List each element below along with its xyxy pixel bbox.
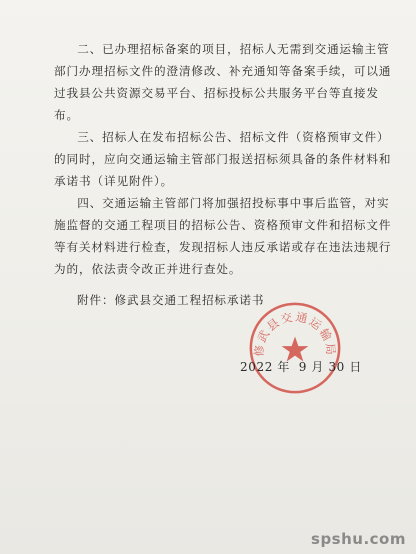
attachment-line: 附件：修武县交通工程招标承诺书: [77, 293, 265, 307]
paragraph-4: 四、交通运输主管部门将加强招投标事中事后监管，对实施监督的交通工程项目的招标公告、资格预审文件和招标文件等有关材料进行检查，发现招标人违反承诺或存在违法违规行为的，依法责令改正并进行查处。: [54, 196, 392, 276]
paragraph-3: 三、招标人在发布招标公告、招标文件（资格预审文件）的同时，应向交通运输主管部门报送招标须具备的条件材料和承诺书（详见附件）。: [54, 130, 392, 188]
svg-text:修武县交通运输局: 修武县交通运输局: [251, 309, 339, 358]
document-body: [54, 38, 392, 280]
document-date: 2022 年 9 月 30 日: [240, 360, 362, 374]
official-seal-icon: [247, 300, 343, 396]
site-watermark: spshu.com: [311, 530, 406, 548]
paragraph-2: 二、已办理招标备案的项目，招标人无需到交通运输主管部门办理招标文件的澄清修改、补充通知等备案手续，可以通过我县公共资源交易平台、招标投标公共服务平台等直接发布。: [54, 42, 392, 122]
